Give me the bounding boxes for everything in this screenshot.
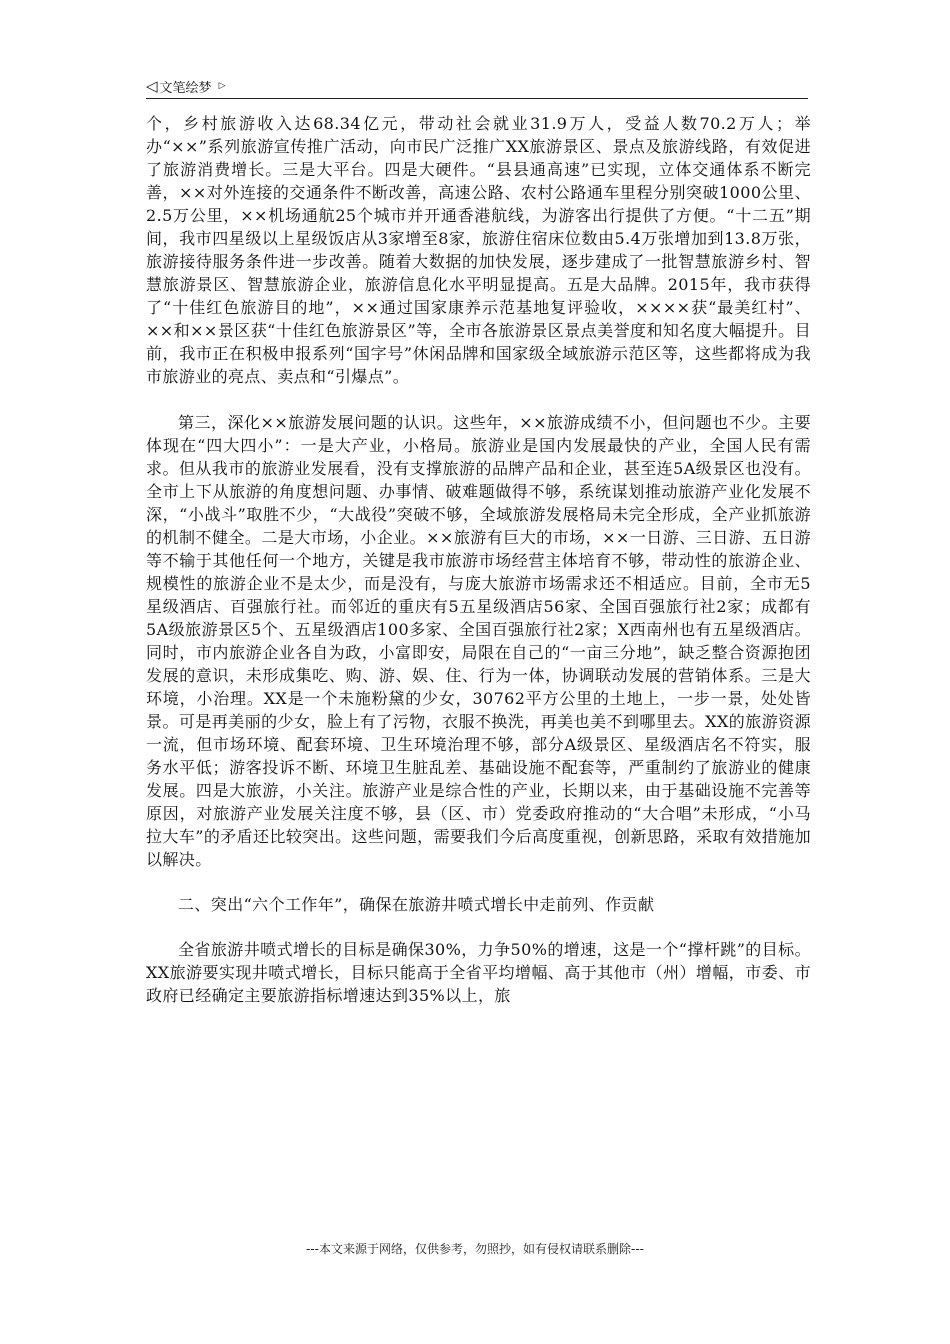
page-header (146, 74, 808, 99)
paragraph-third-point: 第三，深化××旅游发展问题的认识。这些年，××旅游成绩不小，但问题也不少。主要体现在“四大四小”：一是大产业，小格局。旅游业是国内发展最快的产业，全国人民有需求。但从我市的旅游业发展看，没有支撑旅游的品牌产品和企业，甚至连5A级景区也没有。全市上下从旅游的角度想问题、办事情、破难题做得不够，系统谋划推动旅游产业化发展不深，“小战斗”取胜不少，“大战役”突破不够，全域旅游发展格局未完全形成，全产业抓旅游的机制不健全。二是大市场，小企业。××旅游有巨大的市场，××一日游、三日游、五日游等不输于其他任何一个地方，关键是我市旅游市场经营主体培育不够，带动性的旅游企业、规模性的旅游企业不是太少，而是没有，与庞大旅游市场需求还不相适应。目前，全市无5星级酒店、百强旅行社。而邻近的重庆有5五星级酒店56家、全国百强旅行社2家；成都有5A级旅游景区5个、五星级酒店100多家、全国百强旅行社2家；X西南州也有五星级酒店。同时，市内旅游企业各自为政，小富即安，局限在自己的“一亩三分地”，缺乏整合资源抱团发展的意识，未形成集吃、购、游、娱、住、行为一体，协调联动发展的营销体系。三是大环境，小治理。XX是一个未施粉黛的少女，30762平方公里的土地上，一步一景，处处皆景。可是再美丽的少女，脸上有了污物，衣服不换洗，再美也美不到哪里去。XX的旅游资源一流，但市场环境、配套环境、卫生环境治理不够，部分A级景区、星级酒店名不符实，服务水平低；游客投诉不断、环境卫生脏乱差、基础设施不配套等，严重制约了旅游业的健康发展。四是大旅游，小关注。旅游产业是综合性的产业，长期以来，由于基础设施不完善等原因，对旅游产业发展关注度不够，县（区、市）党委政府推动的“大合唱”未形成，“小马拉大车”的矛盾还比较突出。这些问题，需要我们今后高度重视，创新思路，采取有效措施加以解决。 (146, 413, 811, 869)
right-triangle-icon: ▷ (218, 80, 226, 91)
document-body (146, 112, 811, 1007)
paragraph-continued: 个，乡村旅游收入达68.34亿元，带动社会就业31.9万人，受益人数70.2万人；举办“××”系列旅游宣传推广活动，向市民广泛推广XX旅游景区、景点及旅游线路，有效促进了旅游消费增长。三是大平台。四是大硬件。“县县通高速”已实现，立体交通体系不断完善，××对外连接的交通条件不断改善，高速公路、农村公路通车里程分别突破1000公里、2.5万公里，××机场通航25个城市并开通香港航线，为游客出行提供了方便。“十二五”期间，我市四星级以上星级饭店从3家增至8家，旅游住宿床位数由5.4万张增加到13.8万张，旅游接待服务条件进一步改善。随着大数据的加快发展，逐步建成了一批智慧旅游乡村、智慧旅游景区、智慧旅游企业，旅游信息化水平明显提高。五是大品牌。2015年，我市获得了“十佳红色旅游目的地”，××通过国家康养示范基地复评验收，××××获“最美红村”、××和××景区获“十佳红色旅游景区”等，全市各旅游景区景点美誉度和知名度大幅提升。目前，我市正在积极申报系列“国字号”休闲品牌和国家级全域旅游示范区等，这些都将成为我市旅游业的亮点、卖点和“引爆点”。 (146, 114, 811, 386)
header-title: 文笔绘梦 (159, 80, 212, 96)
section-heading: 二、突出“六个工作年”，确保在旅游井喷式增长中走前列、作贡献 (178, 895, 655, 914)
left-triangle-icon: ◁ (146, 76, 158, 95)
paragraph-growth-target: 全省旅游井喷式增长的目标是确保30%，力争50%的增速，这是一个“撑杆跳”的目标。XX旅游要实现井喷式增长，目标只能高于全省平均增幅、高于其他市（州）增幅，市委、市政府已经确定主要旅游指标增速达到35%以上，旅 (146, 940, 811, 1005)
page-footer: ---本文来源于网络，仅供参考，勿照抄，如有侵权请联系删除--- (306, 1242, 644, 1256)
